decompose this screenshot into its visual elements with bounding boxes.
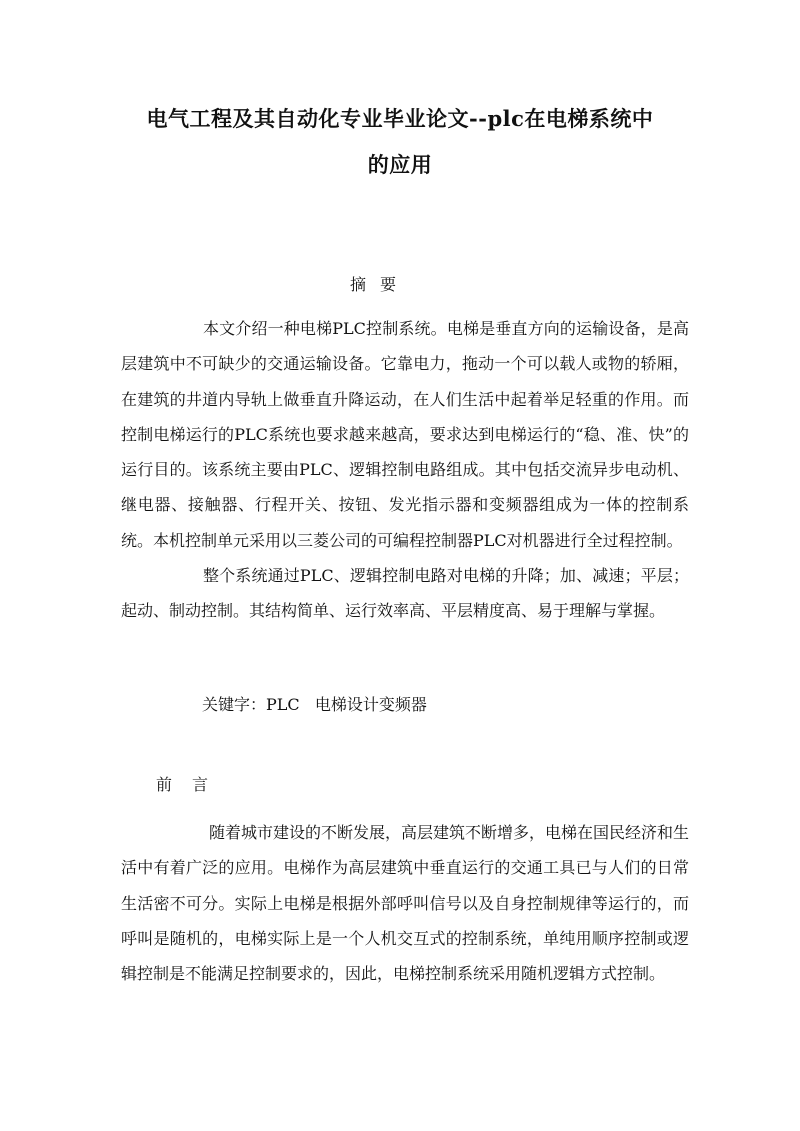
abstract-heading: 摘要 [349,275,410,294]
preface-paragraph: 随着城市建设的不断发展，高层建筑不断增多，电梯在国民经济和生活中有着广泛的应用。电梯作为高层建筑中垂直运行的交通工具已与人们的日常生活密不可分。实际上电梯是根据外部呼叫信号以及自身控制规律等运行的，而呼叫是随机的，电梯实际上是一个人机交互式的控制系统，单纯用顺序控制或逻辑控制是不能满足控制要求的，因此，电梯控制系统采用随机逻辑方式控制。 [121,823,690,984]
title-line-2: 的应用 [367,152,433,177]
title-line-1: 电气工程及其自动化专业毕业论文--plc在电梯系统中 [146,106,654,131]
abstract-paragraph: 整个系统通过PLC、逻辑控制电路对电梯的升降；加、减速；平层；起动、制动控制。其结构简单、运行效率高、平层精度高、易于理解与掌握。 [121,566,689,621]
preface-body [121,815,689,991]
document-title [120,96,680,188]
keywords-line: 关键字：PLC 电梯设计变频器 [202,695,427,714]
abstract-paragraph: 本文介绍一种电梯PLC控制系统。电梯是垂直方向的运输设备，是高层建筑中不可缺少的交通运输设备。它靠电力，拖动一个可以载人或物的轿厢，在建筑的井道内导轨上做垂直升降运动，在人们生活中起着举足轻重的作用。而控制电梯运行的PLC系统也要求越来越高，要求达到电梯运行的“稳、准、快”的运行目的。该系统主要由PLC、逻辑控制电路组成。其中包括交流异步电动机、继电器、接触器、行程开关、按钮、发光指示器和变频器组成为一体的控制系统。本机控制单元采用以三菱公司的可编程控制器PLC对机器进行全过程控制。 [121,319,689,550]
preface-heading: 前言 [156,775,229,794]
abstract-body [121,311,689,629]
